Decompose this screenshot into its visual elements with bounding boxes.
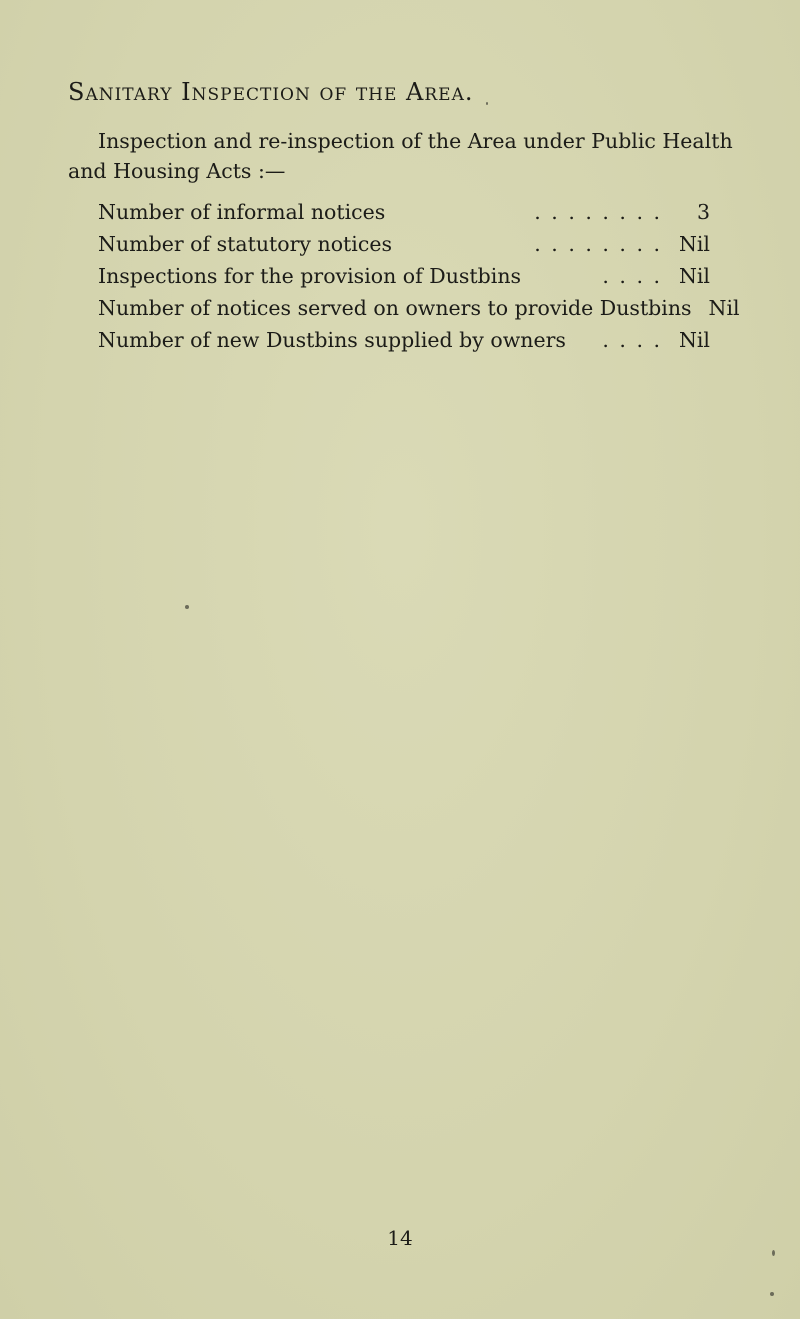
leader-dots: . . . .	[602, 328, 662, 352]
row-label: Number of notices served on owners to provide Dustbins	[98, 296, 692, 320]
row-label: Number of statutory notices	[98, 232, 392, 256]
page-number: 14	[387, 1226, 413, 1250]
list-item-informal-notices	[98, 200, 710, 232]
row-value: 3	[696, 200, 710, 224]
paper-speck	[185, 605, 189, 609]
list-item-new-dustbins	[98, 328, 710, 360]
row-value: Nil	[678, 232, 710, 256]
row-label: Number of informal notices	[98, 200, 386, 224]
leader-dots: . . . . . . . .	[534, 232, 662, 256]
paper-speck	[770, 1292, 774, 1296]
paper-speck	[486, 102, 488, 105]
row-value: Nil	[678, 264, 710, 288]
paper-speck	[772, 1250, 775, 1256]
row-value: Nil	[678, 328, 710, 352]
leader-dots: . . . .	[602, 264, 662, 288]
inspection-list	[98, 200, 740, 360]
row-label: Inspections for the provision of Dustbins	[98, 264, 522, 288]
section-heading: Sanitary Inspection of the Area.	[68, 78, 474, 106]
row-label: Number of new Dustbins supplied by owners	[98, 328, 566, 352]
leader-dots: . . . . . . . .	[534, 200, 662, 224]
row-value: Nil	[708, 296, 740, 320]
intro-paragraph: Inspection and re-inspection of the Area under Public Health and Housing Acts :—	[68, 129, 733, 183]
list-item-dustbin-inspections	[98, 264, 710, 296]
list-item-notices-to-owners	[98, 296, 740, 328]
list-item-statutory-notices	[98, 232, 710, 264]
